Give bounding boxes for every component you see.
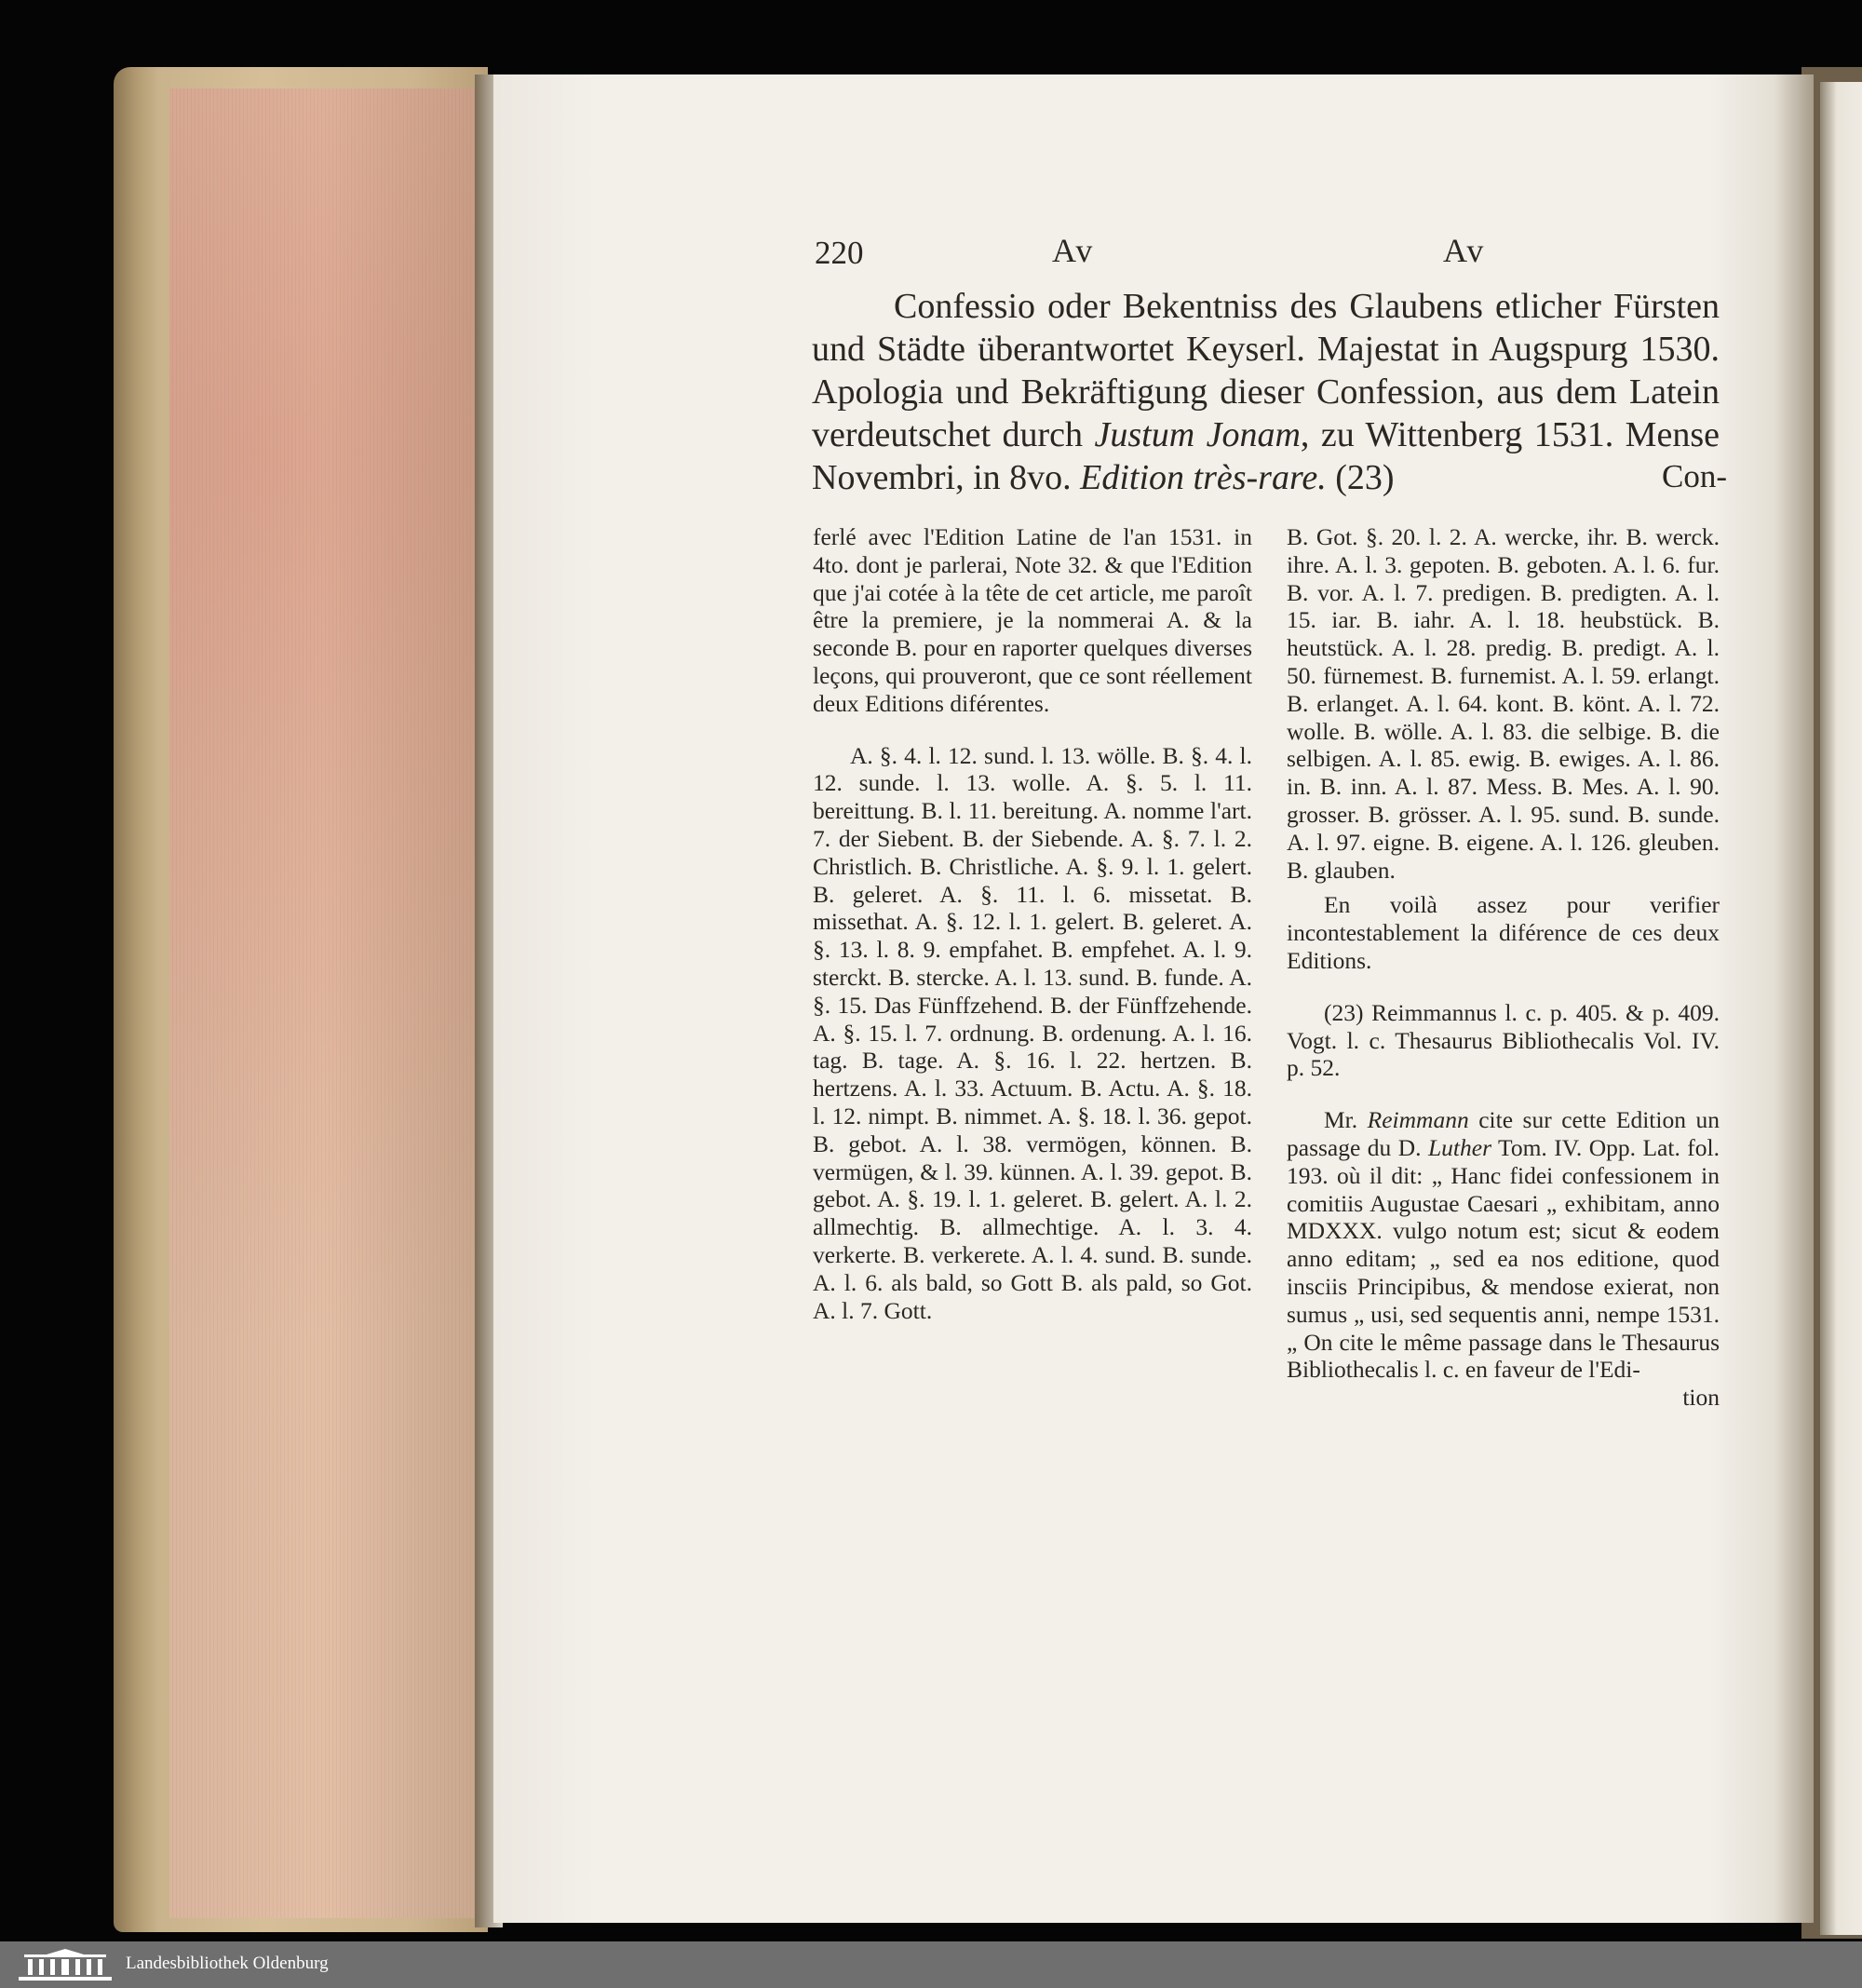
footer-bar xyxy=(0,1941,1862,1988)
right-paragraph-2: En voilà assez pour verifier incontestablement la diférence de ces deux Editions. xyxy=(1287,891,1720,974)
title-author: Justum Jonam xyxy=(1094,415,1301,454)
page-number: 220 xyxy=(815,235,864,271)
running-head-left: Av xyxy=(1052,232,1095,269)
left-column xyxy=(813,523,1252,1324)
p4-luther: Luther xyxy=(1428,1133,1492,1161)
catchword-bottom: tion xyxy=(1682,1384,1720,1412)
title-text: Confessio oder Bekentniss des Glaubens etlicher Fürsten und Städte überantwortet Keyserl. Majestat in Augspurg 1530. Apologia und Bekräftigung dieser Confession, aus dem Latein verdeutschet durch xyxy=(812,287,1720,454)
p4-text-b: cite sur cette Edition un passage du D. xyxy=(1287,1106,1720,1161)
left-paragraph-2: A. §. 4. l. 12. sund. l. 13. wölle. B. §. 4. l. 12. sunde. l. 13. wolle. A. §. 5. l. 11. bereittung. B. l. 11. bereitung. A. nomme l'art. 7. der Siebent. B. der Siebende. A. §. 7. l. 2. Christlich. B. Christliche. A. §. 9. l. 1. gelert. B. geleret. A. §. 11. l. 6. missetat. B. missethat. A. §. 12. l. 1. gelert. B. geleret. A. §. 13. l. 8. 9. empfahet. B. empfehet. A. l. 9. sterckt. B. stercke. A. l. 13. sund. B. funde. A. §. 15. Das Fünffzehend. B. der Fünffzehende. A. §. 15. l. 7. ordnung. B. ordenung. A. l. 16. tag. B. tage. A. §. 16. l. 22. hertzen. B. hertzens. A. l. 33. Actuum. B. Actu. A. §. 18. l. 12. nimpt. B. nimmet. A. §. 18. l. 36. gepot. B. gebot. A. l. 38. vermögen, können. B. vermügen, & l. 39. künnen. A. l. 39. gepot. B. gebot. A. §. 19. l. 1. geleret. B. gelert. A. l. 2. allmechtig. B. allmechtige. A. l. 3. 4. verkerte. B. verkerete. A. l. 4. sund. B. sunde. A. l. 6. als bald, so Gott B. als pald, so Got. A. l. 7. Gott. xyxy=(813,741,1252,1324)
left-paragraph-1: ferlé avec l'Edition Latine de l'an 1531. in 4to. dont je parlerai, Note 32. & que l'Edition que j'ai cotée à la tête de cet article, me paroît être la premiere, je la nommerai A. & la seconde B. pour en raporter quelques diverses leçons, qui prouveront, que ce sont réellement deux Editions diférentes. xyxy=(813,523,1252,717)
footer-institution: Landesbibliothek Oldenburg xyxy=(126,1954,329,1973)
catchword-top: Con- xyxy=(1662,458,1727,494)
footnote-23: (23) Reimmannus l. c. p. 405. & p. 409. Vogt. l. c. Thesaurus Bibliothecalis Vol. IV. p. 52. xyxy=(1287,998,1720,1082)
p4-reimmann: Reimmann xyxy=(1367,1106,1469,1134)
right-paragraph-1: B. Got. §. 20. l. 2. A. wercke, ihr. B. werck. ihre. A. l. 3. gepoten. B. geboten. A. l. 6. fur. B. vor. A. l. 7. predigen. B. predigten. A. l. 15. iar. B. iahr. A. l. 18. heubstück. B. heutstück. A. l. 28. predig. B. predigt. A. l. 50. fürnemest. B. furnemist. A. l. 59. erlangt. B. erlanget. A. l. 64. kont. B. könt. A. l. 72. wolle. B. wölle. A. l. 83. die selbige. B. die selbigen. A. l. 85. ewig. B. ewiges. A. l. 86. in. B. inn. A. l. 87. Mess. B. Mes. A. l. 90. grosser. B. grösser. A. l. 95. sund. B. sunde. A. l. 97. eigne. B. eigene. A. l. 126. gleuben. B. glauben. xyxy=(1287,523,1720,884)
library-building-icon xyxy=(19,1949,112,1981)
facing-page-edge xyxy=(1820,82,1862,1935)
p4-text-a: Mr. xyxy=(1324,1106,1368,1134)
page-block-edge xyxy=(169,88,479,1918)
p4-text-c: Tom. IV. Opp. Lat. fol. 193. où il dit: „ Hanc fidei confessionem in comitiis Augustae Caesari „ exhibitam, anno MDXXX. vulgo notum est; sicut & eodem anno editam; „ sed ea nos editione, quod insciis Principibus, & mendose exierat, non sumus „ usi, sed sequentis anni, nempe 1531.„ On cite le même passage dans le Thesaurus Bibliothecalis l. c. en faveur de l'Edi- xyxy=(1287,1133,1720,1384)
title-note-ref: (23) xyxy=(1326,458,1395,497)
title-text-2: , zu Wittenberg 1531. Mense Novembri, in 8vo. xyxy=(812,415,1720,497)
entry-title xyxy=(812,285,1720,499)
title-edition: Edition très-rare. xyxy=(1080,458,1327,497)
right-column xyxy=(1287,523,1720,1412)
right-paragraph-4 xyxy=(1287,1106,1720,1384)
running-head-right: Av xyxy=(1443,232,1486,269)
